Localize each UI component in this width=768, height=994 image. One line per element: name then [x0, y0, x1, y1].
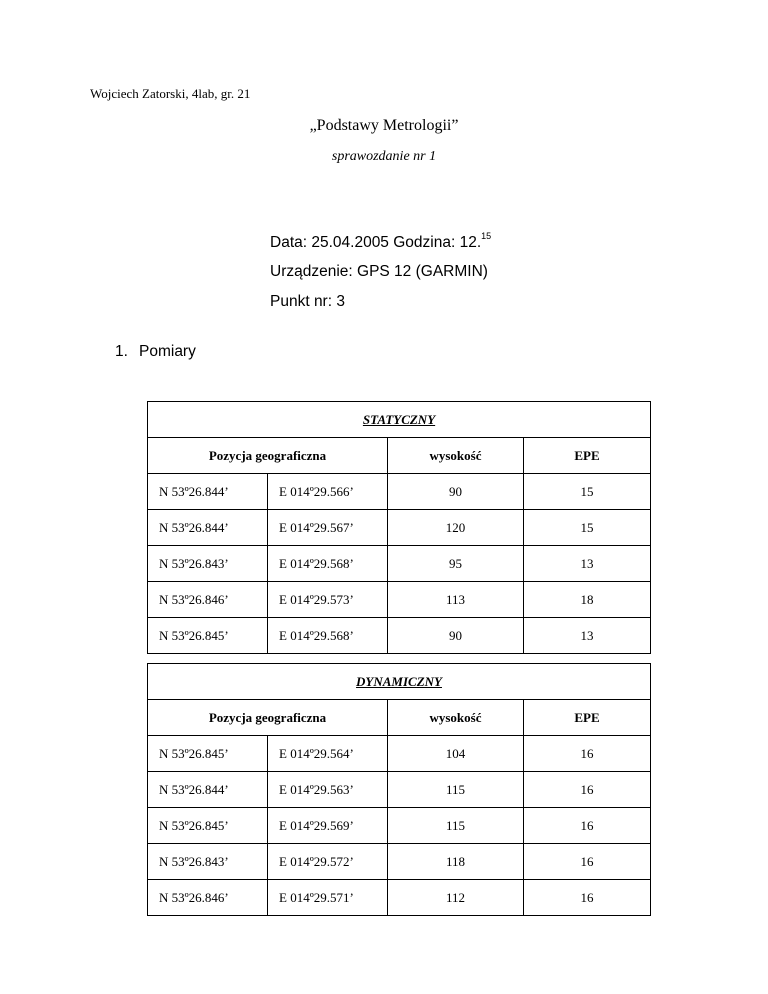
cell-altitude: 120	[388, 510, 524, 546]
section-heading	[115, 343, 196, 361]
dynamic-table-body	[148, 664, 651, 916]
cell-altitude: 95	[388, 546, 524, 582]
table-row	[148, 808, 651, 844]
point-line: Punkt nr: 3	[270, 293, 345, 310]
cell-latitude: N 53º26.843’	[148, 546, 268, 582]
table-row	[148, 510, 651, 546]
table-row	[148, 880, 651, 916]
table-header-row	[148, 700, 651, 736]
header-altitude: wysokość	[388, 438, 524, 474]
cell-epe: 13	[524, 546, 651, 582]
cell-longitude: E 014º29.569’	[268, 808, 388, 844]
device-line: Urządzenie: GPS 12 (GARMIN)	[270, 263, 488, 280]
cell-longitude: E 014º29.563’	[268, 772, 388, 808]
document-subtitle: sprawozdanie nr 1	[331, 149, 437, 164]
header-position: Pozycja geograficzna	[148, 700, 388, 736]
cell-longitude: E 014º29.567’	[268, 510, 388, 546]
header-position: Pozycja geograficzna	[148, 438, 388, 474]
section-title: Pomiary	[139, 343, 196, 360]
cell-latitude: N 53º26.846’	[148, 880, 268, 916]
cell-latitude: N 53º26.844’	[148, 772, 268, 808]
cell-longitude: E 014º29.571’	[268, 880, 388, 916]
static-table	[147, 401, 651, 654]
cell-epe: 16	[524, 808, 651, 844]
cell-epe: 16	[524, 736, 651, 772]
cell-epe: 15	[524, 510, 651, 546]
table-row	[148, 844, 651, 880]
cell-altitude: 113	[388, 582, 524, 618]
table-caption: STATYCZNY	[148, 402, 651, 438]
static-table-body	[148, 402, 651, 654]
cell-epe: 15	[524, 474, 651, 510]
cell-longitude: E 014º29.566’	[268, 474, 388, 510]
table-row	[148, 736, 651, 772]
table-header-row	[148, 438, 651, 474]
cell-epe: 16	[524, 880, 651, 916]
cell-longitude: E 014º29.564’	[268, 736, 388, 772]
header-epe: EPE	[524, 438, 651, 474]
cell-epe: 16	[524, 844, 651, 880]
table-row	[148, 474, 651, 510]
cell-longitude: E 014º29.573’	[268, 582, 388, 618]
cell-latitude: N 53º26.845’	[148, 736, 268, 772]
document-title: „Podstawy Metrologii”	[309, 117, 459, 134]
table-row	[148, 546, 651, 582]
cell-altitude: 115	[388, 772, 524, 808]
cell-longitude: E 014º29.568’	[268, 618, 388, 654]
cell-longitude: E 014º29.568’	[268, 546, 388, 582]
table-row	[148, 582, 651, 618]
cell-latitude: N 53º26.844’	[148, 474, 268, 510]
cell-altitude: 112	[388, 880, 524, 916]
cell-latitude: N 53º26.846’	[148, 582, 268, 618]
date-line	[270, 233, 491, 252]
section-number: 1.	[115, 343, 128, 360]
cell-altitude: 104	[388, 736, 524, 772]
cell-epe: 13	[524, 618, 651, 654]
date-text: Data: 25.04.2005 Godzina: 12.	[270, 234, 482, 252]
cell-altitude: 90	[388, 618, 524, 654]
time-superscript: 15	[481, 231, 492, 241]
cell-altitude: 118	[388, 844, 524, 880]
table-row	[148, 772, 651, 808]
cell-epe: 18	[524, 582, 651, 618]
header-epe: EPE	[524, 700, 651, 736]
header-altitude: wysokość	[388, 700, 524, 736]
dynamic-table	[147, 663, 651, 916]
cell-latitude: N 53º26.845’	[148, 618, 268, 654]
table-caption: DYNAMICZNY	[148, 664, 651, 700]
table-row	[148, 618, 651, 654]
author-line: Wojciech Zatorski, 4lab, gr. 21	[90, 86, 251, 101]
cell-epe: 16	[524, 772, 651, 808]
table-caption-row	[148, 664, 651, 700]
cell-latitude: N 53º26.845’	[148, 808, 268, 844]
cell-latitude: N 53º26.844’	[148, 510, 268, 546]
cell-longitude: E 014º29.572’	[268, 844, 388, 880]
cell-latitude: N 53º26.843’	[148, 844, 268, 880]
cell-altitude: 115	[388, 808, 524, 844]
cell-altitude: 90	[388, 474, 524, 510]
table-caption-row	[148, 402, 651, 438]
